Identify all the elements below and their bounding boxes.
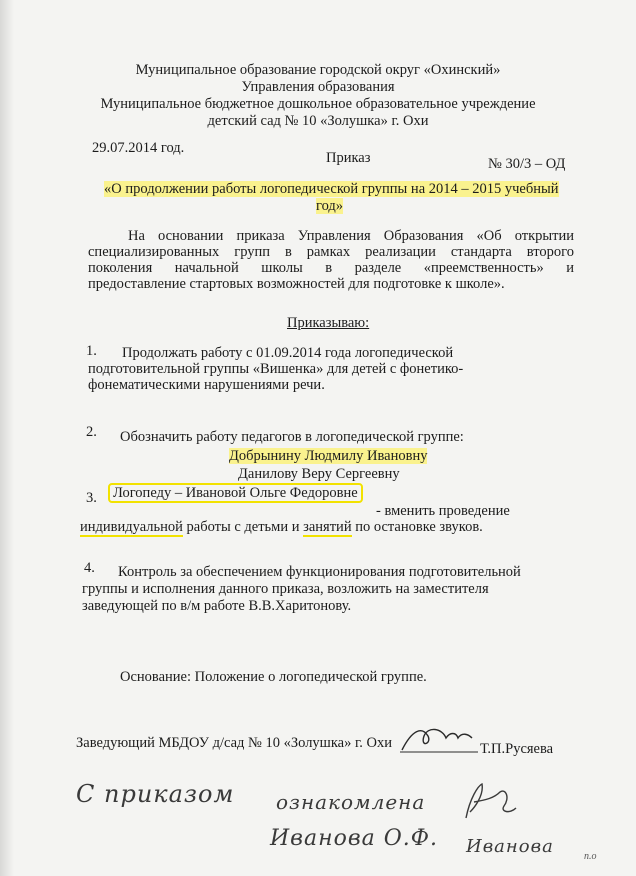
document-number: № 30/3 – ОД — [488, 156, 566, 172]
document-type: Приказ — [326, 150, 371, 166]
header-municipality: Муниципальное образование городской округ «Охинский» — [135, 62, 501, 78]
item3-line2 — [80, 519, 483, 536]
item1-line1: Продолжать работу с 01.09.2014 года логопедической — [122, 345, 454, 361]
preamble-line1: На основании приказа Управления Образования «Об открытии — [128, 228, 574, 244]
item2-number: 2. — [86, 424, 97, 440]
order-word: Приказываю: — [287, 315, 370, 331]
teacher-1-highlight: Добрынину Людмилу Ивановну — [229, 448, 428, 464]
underlined-individual: индивидуальной — [80, 519, 183, 535]
header-kindergarten: детский сад № 10 «Золушка» г. Охи — [207, 113, 429, 129]
preamble-line2: специализированных групп в рамках реализации стандарта второго — [88, 244, 574, 260]
director-signature — [398, 722, 480, 756]
teacher-2: Данилову Веру Сергеевну — [238, 466, 400, 482]
page-mark: п.о — [584, 851, 597, 862]
item2-line1: Обозначить работу педагогов в логопедической группе: — [120, 429, 464, 445]
item4-line2: группы и исполнения данного приказа, возложить на заместителя — [82, 581, 489, 597]
head-position: Заведующий МБДОУ д/сад № 10 «Золушка» г. Охи — [76, 735, 393, 751]
item3-number: 3. — [86, 490, 97, 506]
item4-line3: заведующей по в/м работе В.В.Харитонову. — [82, 598, 352, 614]
preamble-line3: поколения начальной школы в разделе «преемственность» и — [88, 260, 574, 276]
handwritten-signature-surname: Иванова — [466, 836, 554, 857]
header-department: Управления образования — [241, 79, 395, 95]
item3-middle-text: работы с детьми и — [182, 519, 304, 535]
title-highlight-2: год» — [316, 198, 344, 214]
document-date: 29.07.2014 год. — [92, 140, 185, 156]
preamble-line4: предоставление стартовых возможностей для подготовке к школе». — [88, 276, 505, 292]
basis-line: Основание: Положение о логопедической группе. — [120, 669, 427, 685]
speech-therapist-box: Логопеду – Ивановой Ольге Федоровне — [108, 483, 363, 503]
handwritten-name: Иванова О.Ф. — [270, 826, 439, 851]
handwritten-with-order: С приказом — [76, 780, 235, 808]
scan-edge-shadow — [0, 0, 14, 876]
item3-boxed-name — [108, 485, 363, 502]
handwritten-acknowledged: ознакомлена — [276, 790, 426, 814]
item1-line3: фонематическими нарушениями речи. — [88, 377, 325, 393]
order-title-line1 — [104, 181, 559, 198]
item4-number: 4. — [84, 560, 95, 576]
handwritten-initial-signature — [460, 778, 520, 824]
item4-line1: Контроль за обеспечением функционирования подготовительной — [118, 564, 521, 580]
head-name: Т.П.Русяева — [480, 741, 554, 757]
item3-rest1: - вменить проведение — [376, 503, 510, 519]
item1-number: 1. — [86, 343, 97, 359]
underlined-lessons: занятий — [303, 519, 352, 535]
item1-line2: подготовительной группы «Вишенка» для детей с фонетико- — [88, 361, 464, 377]
title-highlight-1: «О продолжении работы логопедической группы на 2014 – 2015 учебный — [104, 181, 559, 197]
order-title-line2 — [316, 198, 343, 215]
header-institution: Муниципальное бюджетное дошкольное образовательное учреждение — [100, 96, 536, 112]
teacher-1 — [229, 448, 427, 465]
item3-end-text: по остановке звуков. — [351, 519, 483, 535]
item3-assign-text: вменить проведение — [384, 503, 510, 519]
